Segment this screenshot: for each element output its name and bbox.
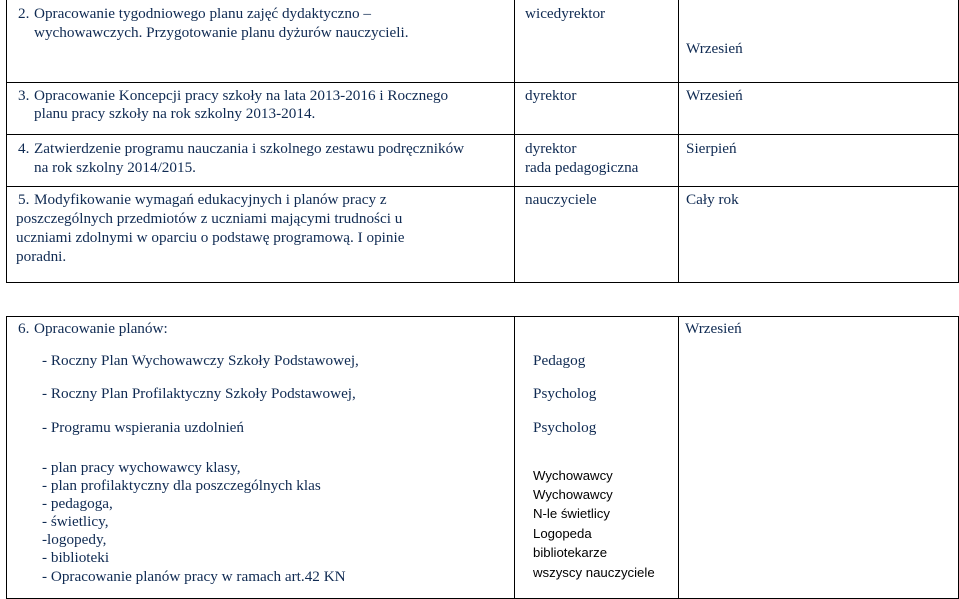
task-cell	[7, 134, 515, 186]
table-row	[7, 134, 959, 186]
deadline-text: Wrzesień	[686, 86, 743, 104]
plan-item: - biblioteki	[42, 549, 110, 566]
responsible-text: dyrektor	[525, 139, 577, 157]
row-number: 3.	[18, 86, 30, 104]
table-row	[7, 0, 959, 82]
plans-heading: Opracowanie planów:	[34, 320, 168, 337]
plan-item: -logopedy,	[42, 531, 107, 548]
table-row	[7, 187, 959, 283]
responsible-text: Wychowawcy	[533, 487, 613, 502]
deadline-cell	[679, 0, 959, 82]
responsible-text: Psycholog	[533, 419, 597, 436]
responsible-cell	[515, 82, 679, 134]
table-row	[7, 82, 959, 134]
plan-item: - Programu wspierania uzdolnień	[42, 419, 245, 436]
task-cell	[7, 317, 515, 599]
responsible-cell	[515, 317, 679, 599]
responsible-text: Psycholog	[533, 385, 597, 402]
deadline-cell	[679, 317, 959, 599]
responsible-cell	[515, 187, 679, 283]
task-text: wychowawczych. Przygotowanie planu dyżurów nauczycieli.	[34, 24, 409, 41]
task-text: Opracowanie tygodniowego planu zajęć dydaktyczno –	[34, 5, 371, 22]
responsible-text: wszyscy nauczyciele	[533, 565, 655, 580]
plan-item: - pedagoga,	[42, 495, 113, 512]
plan-item: - Roczny Plan Wychowawczy Szkoły Podstawowej,	[42, 352, 359, 369]
row-number: 5.	[18, 191, 30, 209]
schedule-table-1	[6, 0, 959, 283]
deadline-cell	[679, 187, 959, 283]
responsible-text: wicedyrektor	[525, 5, 606, 22]
responsible-text: dyrektor	[525, 86, 577, 104]
deadline-text: Wrzesień	[686, 40, 743, 57]
responsible-text: Wychowawcy	[533, 468, 613, 483]
task-text: Opracowanie Koncepcji pracy szkoły na lata 2013-2016 i Rocznego	[34, 86, 449, 104]
deadline-cell	[679, 134, 959, 186]
plan-item: - świetlicy,	[42, 513, 109, 530]
deadline-text: Sierpień	[686, 139, 737, 157]
responsible-text: bibliotekarze	[533, 545, 608, 560]
task-text: Modyfikowanie wymagań edukacyjnych i planów pracy z	[34, 191, 387, 209]
plan-item: - Roczny Plan Profilaktyczny Szkoły Podstawowej,	[42, 385, 356, 402]
task-text: na rok szkolny 2014/2015.	[34, 158, 196, 176]
responsible-text: Pedagog	[533, 352, 586, 369]
deadline-text: Cały rok	[686, 191, 739, 209]
responsible-text: Logopeda	[533, 526, 592, 541]
plan-item: - plan profilaktyczny dla poszczególnych klas	[42, 477, 321, 494]
responsible-text: N-le świetlicy	[533, 506, 610, 521]
task-text: poszczególnych przedmiotów z uczniami mającymi trudności u	[16, 210, 403, 228]
task-text: uczniami zdolnymi w oparciu o podstawę programową. I opinie	[16, 229, 405, 247]
row-number: 4.	[18, 139, 30, 157]
task-cell	[7, 0, 515, 82]
responsible-cell	[515, 134, 679, 186]
task-text: poradni.	[16, 248, 67, 266]
row-number: 6.	[18, 320, 30, 337]
task-text: Zatwierdzenie programu nauczania i szkolnego zestawu podręczników	[34, 139, 465, 157]
plan-item: - plan pracy wychowawcy klasy,	[42, 459, 241, 476]
schedule-table-2	[6, 316, 959, 599]
plan-item: - Opracowanie planów pracy w ramach art.42 KN	[42, 568, 346, 585]
responsible-cell	[515, 0, 679, 82]
responsible-text: rada pedagogiczna	[525, 158, 639, 176]
deadline-cell	[679, 82, 959, 134]
table-row	[7, 317, 959, 599]
deadline-text: Wrzesień	[685, 320, 742, 337]
task-cell	[7, 187, 515, 283]
row-number: 2.	[18, 5, 30, 22]
task-text: planu pracy szkoły na rok szkolny 2013-2014.	[34, 104, 316, 122]
responsible-text: nauczyciele	[525, 191, 597, 209]
task-cell	[7, 82, 515, 134]
